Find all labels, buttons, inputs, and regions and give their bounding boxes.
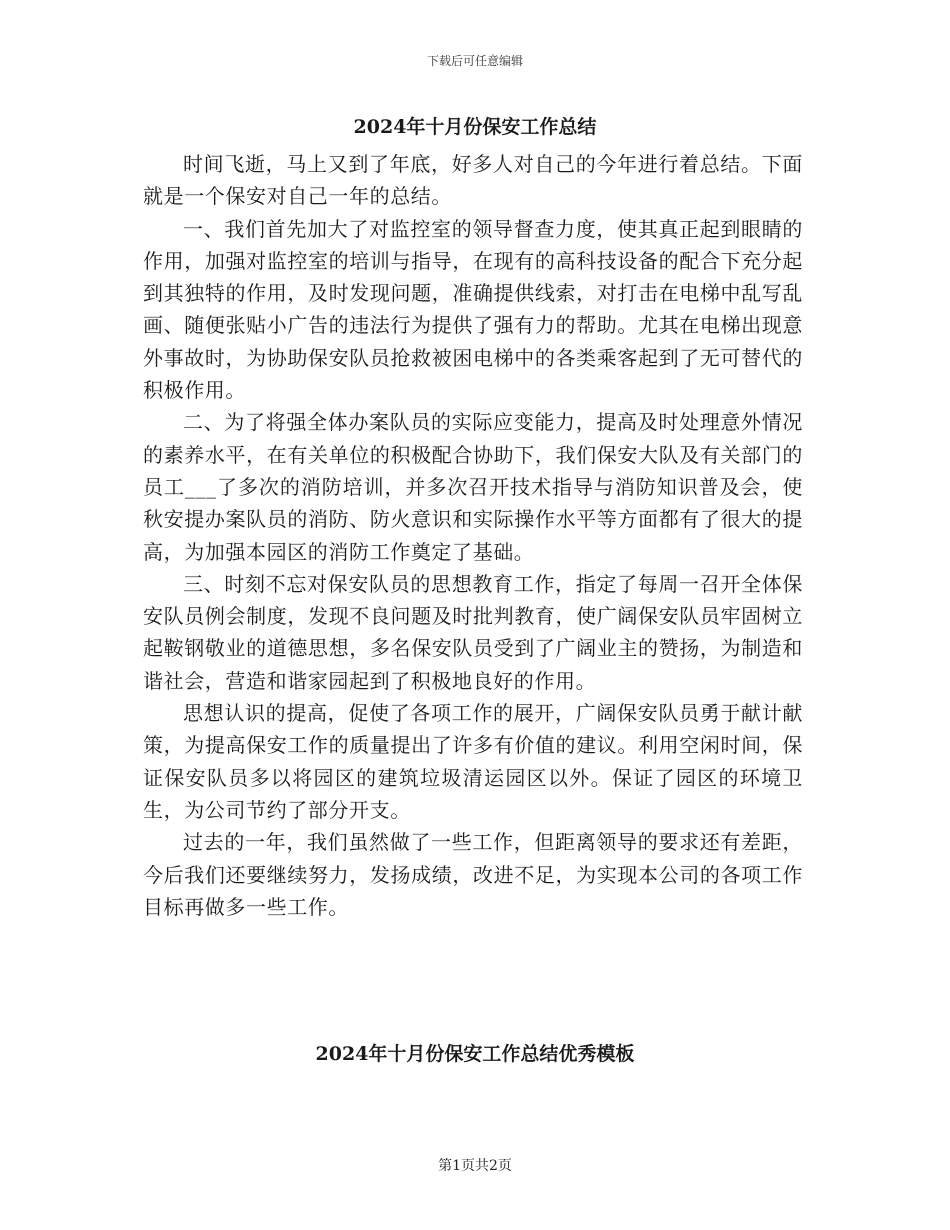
- page-number: 第1页共2页: [438, 1158, 512, 1174]
- second-document-title: 2024年十月份保安工作总结优秀模板: [315, 1043, 635, 1065]
- paragraph-thinking: 思想认识的提高，促使了各项工作的展开，广阔保安队员勇于献计献策，为提高保安工作的质量提出了许多有价值的建议。利用空闲时间，保证保安队员多以将园区的建筑垃圾清运园区以外。保证了园区的环境卫生，为公司节约了部分开支。: [143, 701, 803, 822]
- paragraph-section-two: 二、为了将强全体办案队员的实际应变能力，提高及时处理意外情况的素养水平，在有关单位的积极配合协助下，我们保安大队及有关部门的员工___了多次的消防培训，并多次召开技术指导与消防知识普及会，使秋安提办案队员的消防、防火意识和实际操作水平等方面都有了很大的提高，为加强本园区的消防工作奠定了基础。: [143, 410, 803, 564]
- document-title: 2024年十月份保安工作总结: [353, 116, 597, 138]
- paragraph-intro: 时间飞逝，马上又到了年底，好多人对自己的今年进行着总结。下面就是一个保安对自己一年的总结。: [143, 152, 803, 209]
- document-body: [143, 148, 803, 923]
- page-header-note: 下载后可任意编辑: [426, 54, 523, 68]
- paragraph-section-one: 一、我们首先加大了对监控室的领导督查力度，使其真正起到眼睛的作用，加强对监控室的培训与指导，在现有的高科技设备的配合下充分起到其独特的作用，及时发现问题，准确提供线索，对打击在电梯中乱写乱画、随便张贴小广告的违法行为提供了强有力的帮助。尤其在电梯出现意外事故时，为协助保安队员抢救被困电梯中的各类乘客起到了无可替代的积极作用。: [143, 216, 803, 403]
- paragraph-section-three: 三、时刻不忘对保安队员的思想教育工作，指定了每周一召开全体保安队员例会制度，发现不良问题及时批判教育，使广阔保安队员牢固树立起鞍钢敬业的道德思想，多名保安队员受到了广阔业主的赞扬，为制造和谐社会，营造和谐家园起到了积极地良好的作用。: [143, 571, 803, 693]
- paragraph-conclusion: 过去的一年，我们虽然做了一些工作，但距离领导的要求还有差距，今后我们还要继续努力，发扬成绩，改进不足，为实现本公司的各项工作目标再做多一些工作。: [143, 830, 803, 919]
